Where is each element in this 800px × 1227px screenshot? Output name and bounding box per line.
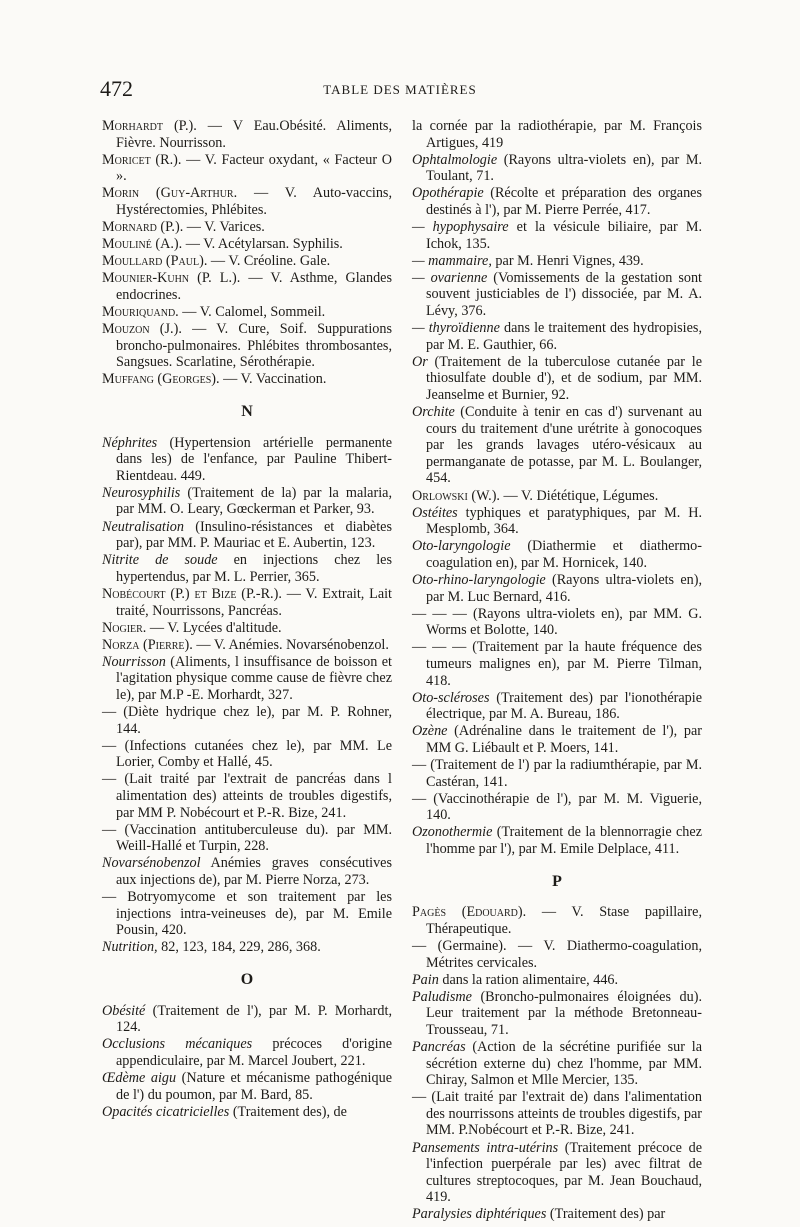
entry-term: Pansements intra-utérins [412, 1139, 559, 1156]
index-entry [102, 586, 392, 619]
entry-term: Paralysies diphtériques [412, 1206, 547, 1223]
index-entry [102, 219, 392, 236]
index-entry [102, 620, 392, 637]
entry-term: Mounier-Kuhn (P. L.). [102, 270, 241, 287]
entry-text: — V. Stase papillaire, Thérapeutique. [426, 904, 702, 937]
entry-term: Moricet (R.). [102, 151, 182, 168]
entry-text: — (Diète hydrique chez le), par M. P. Rohner, 144. [102, 704, 392, 737]
index-entry [412, 270, 702, 320]
entry-text: (Hypertension artérielle permanente dans les) de l'enfance, par Pauline Thibert-Rientdeau. 449. [116, 434, 392, 484]
entry-text: typhiques et paratyphiques, par M. H. Mesplomb, 364. [426, 504, 702, 538]
entry-text: — — — (Rayons ultra-violets en), par MM. G. Worms et Bolotte, 140. [412, 605, 702, 639]
index-entry [412, 757, 702, 790]
entry-text: — (Vaccinothérapie de l'), par M. M. Viguerie, 140. [412, 790, 702, 824]
entry-text: en injections chez les hypertendus, par M. L. Perrier, 365. [116, 552, 392, 585]
entry-text: 82, 123, 184, 229, 286, 368. [157, 939, 321, 956]
entry-text: — V. Créoline. Gale. [207, 253, 331, 270]
index-entry [412, 904, 702, 937]
index-entry [102, 118, 392, 151]
entry-text: et la vésicule biliaire, par M. Ichok, 135. [426, 219, 703, 252]
entry-text: (Traitement des) par l'ionothérapie électrique, par M. A. Bureau, 186. [426, 689, 702, 723]
index-entry [102, 637, 392, 654]
index-entry [102, 152, 392, 185]
entry-text: — V. Anémies. Novarsénobenzol. [192, 636, 389, 653]
entry-text: — (Traitement de l') par la radiumthérapie, par M. Castéran, 141. [412, 757, 702, 790]
index-entry [102, 738, 392, 771]
index-entry [102, 435, 392, 485]
entry-term: Morin (Guy-Arthur. [102, 185, 238, 202]
index-entry [412, 1206, 702, 1223]
entry-text: (Traitement des), de [229, 1103, 347, 1120]
section-letter: N [241, 403, 253, 420]
entry-text: — V Eau.Obésité. Aliments, Fièvre. Nourrisson. [116, 118, 392, 151]
entry-text: (Rayons ultra-violets en), par M. Luc Bernard, 416. [426, 572, 702, 605]
entry-text: précoces d'origine appendiculaire, par M. Marcel Joubert, 221. [116, 1036, 392, 1069]
index-entry [412, 185, 702, 218]
index-entry [412, 972, 702, 989]
page-number: 472 [100, 76, 133, 101]
index-entry [102, 253, 392, 270]
index-entry [412, 253, 702, 270]
running-title: TABLE DES MATIÈRES [323, 82, 477, 97]
entry-term: Nitrite de soude [102, 552, 218, 569]
index-entry [102, 1070, 392, 1103]
index-entry [412, 152, 702, 185]
entry-term: Opothérapie [412, 185, 484, 202]
entry-term: Oto-scléroses [412, 689, 490, 706]
entry-term: Mornard (P.). [102, 219, 184, 236]
entry-term: Paludisme [412, 988, 472, 1005]
entry-text: par M. Henri Vignes, 439. [491, 252, 644, 269]
entry-term: Neutralisation [102, 518, 184, 535]
entry-term: Opacités cicatricielles [102, 1103, 230, 1120]
index-entry [102, 889, 392, 939]
entry-text: (Vomissements de la gestation sont souvent justiciables de l') dissociée, par M. A. Lévy, 376. [426, 269, 702, 320]
index-entry [102, 704, 392, 737]
index-entry [412, 488, 702, 505]
index-entry [412, 118, 702, 151]
index-entry [102, 771, 392, 821]
entry-term: Orlowski (W.). [412, 487, 500, 504]
index-entry [412, 538, 702, 571]
entry-text: — (Lait traité par l'extrait de pancréas dans l alimentation des) atteints de troubles digestifs, par MM P. Nobécourt et P.-R. Bize, 241. [102, 771, 392, 821]
entry-text: — V. Facteur oxydant, « Facteur O ». [116, 151, 393, 185]
entry-text: — (Germaine). — V. Diathermo-coagulation, Métrites cervicales. [412, 937, 702, 971]
entry-text: (Nature et mécanisme pathogénique de l') du poumon, par M. Bard, 85. [116, 1069, 392, 1103]
entry-text: (Diathermie et diathermo-coagulation en), par M. Hornicek, 140. [426, 538, 702, 571]
index-entry [102, 270, 392, 303]
entry-term: Nogier. [102, 619, 147, 636]
entry-term: Orchite [412, 404, 455, 421]
entry-text: (Action de la sécrétine purifiée sur la sécrétion externe du) chez l'homme, par MM. Chiray, Salmon et Mlle Mercier, 135. [426, 1038, 702, 1089]
index-entry [412, 572, 702, 605]
index-entry [412, 824, 702, 857]
index-entry [412, 1039, 702, 1089]
entry-text: — V. Cure, Soif. Suppurations broncho-pulmonaires. Phlébites thrombosantes, Sangsues. Scarlatine, Sérothérapie. [116, 321, 392, 371]
index-entry [412, 404, 702, 487]
entry-text: (Récolte et préparation des organes destinés à l'), par M. Pierre Perrée, 417. [426, 185, 702, 218]
entry-term: Ozène [412, 723, 448, 740]
entry-term: Mouriquand. [102, 304, 179, 321]
index-entry [412, 505, 702, 538]
page-header [100, 76, 700, 106]
entry-text: — Botryomycome et son traitement par les injections intra-veineuses de), par M. Emile Pousin, 420. [102, 889, 392, 939]
entry-term: Obésité [102, 1002, 146, 1019]
index-entry [412, 791, 702, 824]
index-entry [412, 219, 702, 252]
entry-term: Neurosyphilis [102, 484, 181, 501]
index-entry [102, 236, 392, 253]
entry-text: — V. Acétylarsan. Syphilis. [182, 236, 343, 253]
entry-term: Ozonothermie [412, 824, 493, 841]
index-entry [102, 1003, 392, 1036]
entry-term: Pain [412, 971, 439, 988]
entry-term: Novarsénobenzol [102, 855, 201, 872]
entry-term: Ophtalmologie [412, 151, 498, 168]
entry-text: — V. Calomel, Sommeil. [178, 304, 326, 321]
entry-term: Or [412, 353, 428, 370]
index-entry [102, 654, 392, 704]
entry-term: Mouliné (A.). [102, 236, 183, 253]
entry-text: — V. Extrait, Lait traité, Nourrissons, Pancréas. [116, 585, 392, 619]
index-entry [412, 354, 702, 404]
entry-text: — — — (Traitement par la haute fréquence des tumeurs malignes en), par M. Pierre Tilman, 418. [412, 639, 702, 689]
entry-text: — V. Diététique, Légumes. [499, 487, 659, 504]
entry-term: Morhardt (P.). [102, 118, 197, 134]
entry-text: (Traitement de la) par la malaria, par MM. O. Leary, Gœckerman et Parker, 93. [116, 484, 392, 518]
entry-term: Occlusions mécaniques [102, 1036, 253, 1053]
index-entry [412, 320, 702, 353]
entry-term: Oto-laryngologie [412, 538, 511, 555]
section-letter: P [552, 872, 562, 890]
section-letter: O [240, 971, 254, 988]
entry-text: Anémies graves consécutives aux injections de), par M. Pierre Norza, 273. [116, 855, 392, 889]
index-entry [412, 639, 702, 689]
entry-term: Mouzon (J.). [102, 321, 182, 338]
index-entry [102, 855, 392, 888]
entry-text: — V. Asthme, Glandes endocrines. [116, 270, 392, 303]
index-entry [102, 371, 392, 388]
entry-term: Ostéites [412, 504, 458, 521]
entry-term: Oto-rhino-laryngologie [412, 572, 546, 589]
entry-term: Norza (Pierre). [102, 636, 193, 653]
entry-term: — hypophysaire [412, 219, 509, 236]
entry-text: — (Vaccination antituberculeuse du). par MM. Weill-Hallé et Turpin, 228. [102, 821, 392, 855]
entry-text: (Aliments, l insuffisance de boisson et l'agitation physique comme cause de fièvre chez le), par M.P -E. Morhardt, 327. [116, 653, 392, 703]
entry-text: (Adrénaline dans le traitement de l'), par MM G. Liébault et P. Moers, 141. [426, 723, 702, 756]
index-entry [102, 552, 392, 585]
index-entry [412, 938, 702, 971]
entry-text: — (Lait traité par l'extrait de) dans l'alimentation des nourrissons atteints de troubles digestifs, par MM. P.Nobécourt et P.-R. Bize, 241. [412, 1089, 702, 1139]
entry-text: — V. Vaccination. [219, 371, 327, 388]
index-entry [412, 1089, 702, 1139]
entry-text: (Broncho-pulmonaires éloignées du). Leur traitement par la méthode Bretonneau-Trousseau, 71. [426, 988, 702, 1038]
index-entry [412, 989, 702, 1039]
index-entry [412, 690, 702, 723]
entry-text: — V. Lycées d'altitude. [146, 619, 282, 636]
entry-text: — V. Auto-vaccins, Hystérectomies, Phlébites. [116, 185, 392, 218]
entry-term: Œdème aigu [102, 1069, 177, 1086]
entry-term: Pancréas [412, 1038, 466, 1055]
index-entry [102, 1036, 392, 1069]
entry-term: Pagès (Edouard). [412, 904, 527, 921]
entry-term: Nobécourt (P.) et Bize (P.-R.). [102, 585, 282, 602]
entry-text: (Insulino-résistances et diabètes par), par MM. P. Mauriac et E. Aubertin, 123. [116, 518, 392, 552]
entry-text: (Traitement des) par [546, 1206, 666, 1223]
entry-term: Moullard (Paul). [102, 253, 208, 270]
entry-text: (Traitement de la blennorragie chez l'homme par l'), par M. Emile Delplace, 411. [426, 824, 702, 858]
index-entry [102, 304, 392, 321]
entry-term: — mammaire, [412, 252, 492, 269]
entry-text: (Conduite à tenir en cas d') survenant au cours du traitement d'une urétrite à gonocoques par les grands lavages utéro-vésicaux au permanganate de potasse, par M. L. Boulanger, 454. [426, 404, 702, 487]
entry-term: Nourrisson [102, 653, 166, 670]
index-entry [102, 1104, 392, 1121]
index-entry [102, 822, 392, 855]
index-entry [102, 321, 392, 371]
entry-text: (Rayons ultra-violets en), par M. Toulant, 71. [426, 151, 702, 185]
entry-term: — thyroïdienne [412, 320, 500, 337]
entry-term: Muffang (Georges). [102, 371, 220, 388]
entry-text: dans la ration alimentaire, 446. [438, 971, 619, 988]
index-entry [102, 185, 392, 218]
entry-text: (Traitement précoce de l'infection puerpérale par les) avec filtrat de cultures streptocoques, par M. Jean Bouchaud, 419. [426, 1139, 702, 1206]
index-entry [412, 606, 702, 639]
entry-term: Nutrition, [102, 939, 158, 956]
index-entry [102, 485, 392, 518]
index-entry [102, 519, 392, 552]
entry-text: — (Infections cutanées chez le), par MM. Le Lorier, Comby et Hallé, 45. [102, 737, 392, 771]
entry-term: Néphrites [102, 434, 158, 451]
right-column [412, 118, 702, 1224]
entry-term: — ovarienne [412, 269, 488, 286]
entry-text: (Traitement de l'), par M. P. Morhardt, 124. [116, 1002, 392, 1036]
index-entry [412, 1140, 702, 1206]
index-entry [102, 939, 392, 956]
index-entry [412, 723, 702, 756]
entry-text: dans le traitement des hydropisies, par M. E. Gauthier, 66. [426, 320, 702, 353]
left-column [102, 118, 392, 1121]
entry-text: la cornée par la radiothérapie, par M. François Artigues, 419 [412, 118, 702, 151]
entry-text: (Traitement de la tuberculose cutanée par le thiosulfate double d'), et de sodium, par MM. Jeanselme et Burnier, 92. [426, 353, 702, 403]
entry-text: — V. Varices. [183, 219, 265, 236]
